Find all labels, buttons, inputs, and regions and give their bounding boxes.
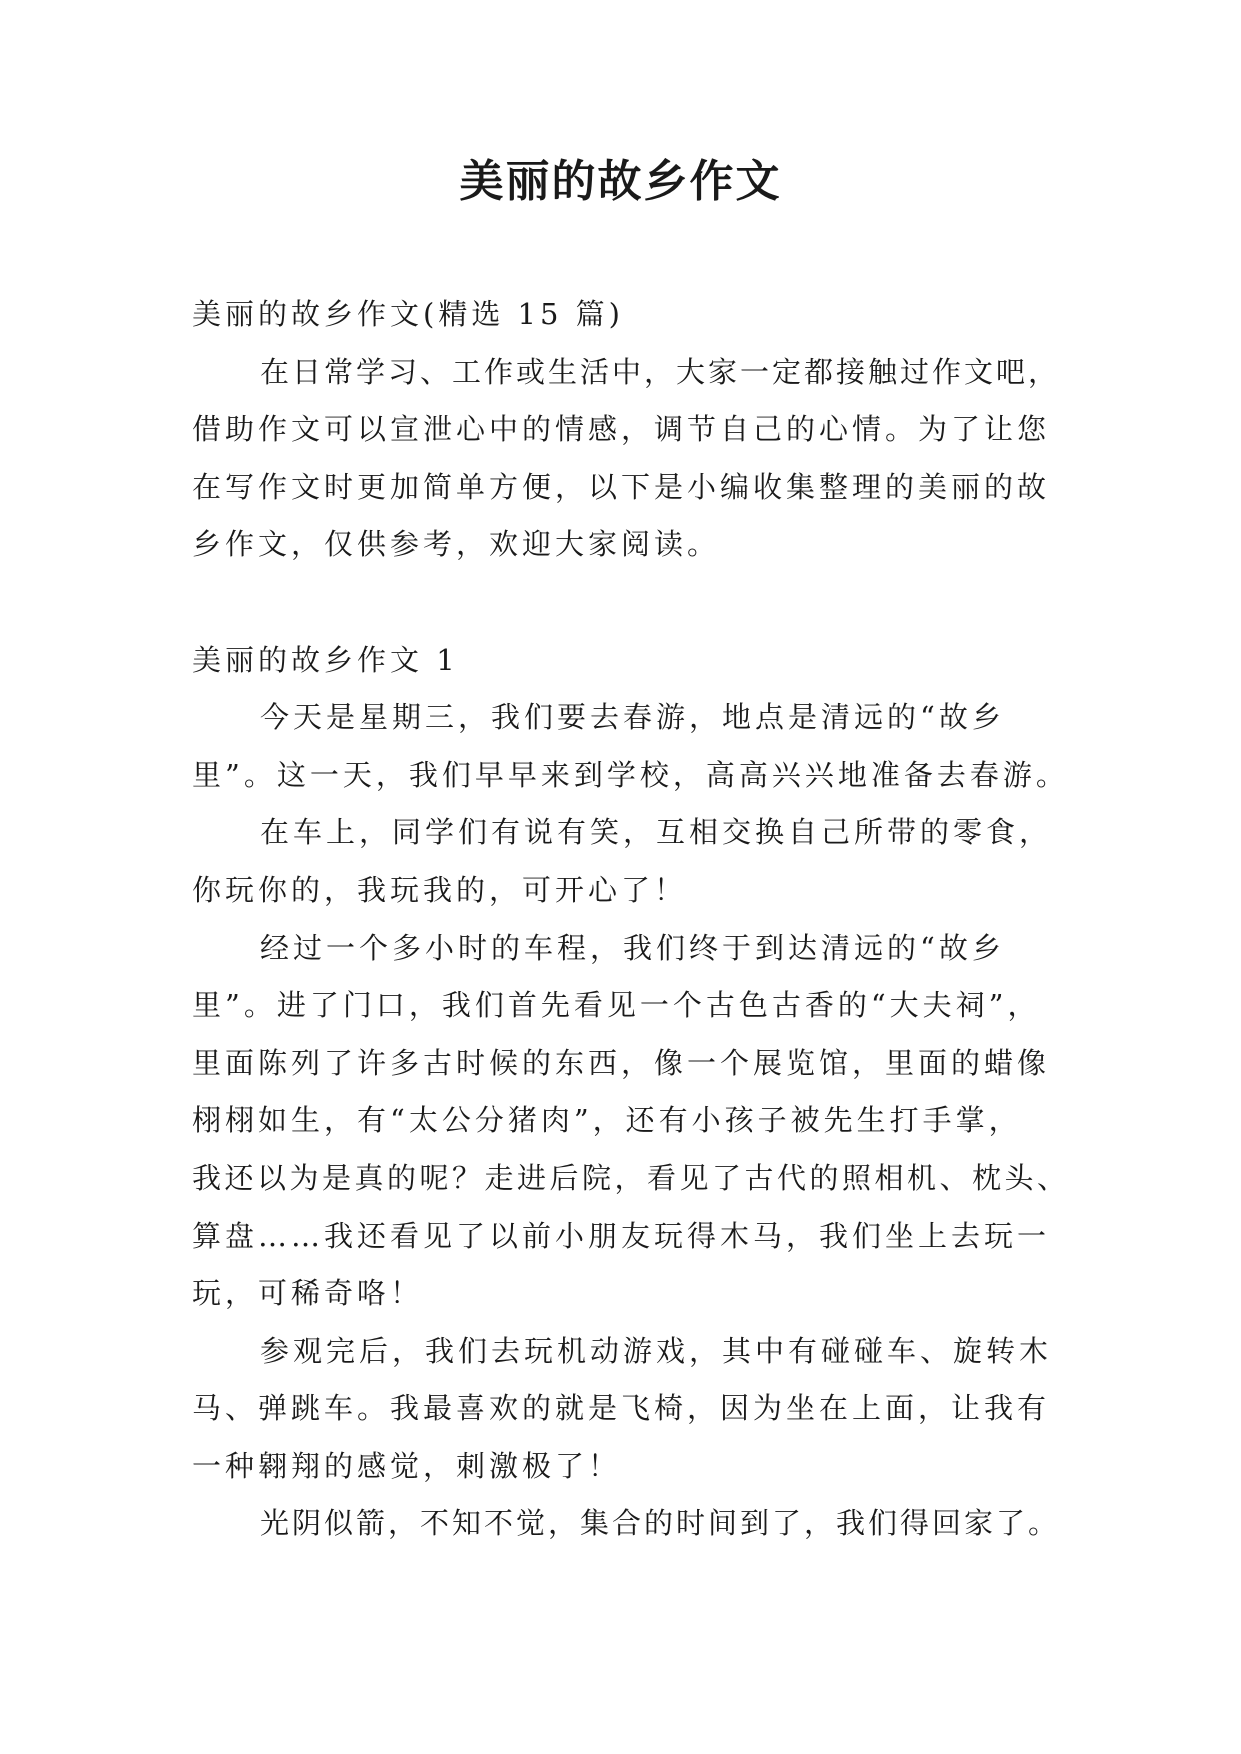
paragraph-line: 里”。进了门口，我们首先看见一个古色古香的“大夫祠”， — [192, 988, 1041, 1023]
paragraph-line: 借助作文可以宣泄心中的情感，调节自己的心情。为了让您 — [192, 412, 1051, 447]
paragraph-line: 光阴似箭，不知不觉，集合的时间到了，我们得回家了。 — [260, 1506, 1061, 1541]
paragraph-line: 栩栩如生，有“太公分猪肉”，还有小孩子被先生打手掌， — [192, 1103, 1022, 1138]
paragraph-line: 在车上，同学们有说有笑，互相交换自己所带的零食， — [260, 815, 1053, 850]
paragraph-line: 算盘……我还看见了以前小朋友玩得木马，我们坐上去玩一 — [192, 1218, 1051, 1253]
paragraph-line: 在日常学习、工作或生活中，大家一定都接触过作文吧， — [260, 354, 1061, 389]
paragraph-line: 在写作文时更加简单方便，以下是小编收集整理的美丽的故 — [192, 469, 1051, 504]
paragraph-line: 我还以为是真的呢？走进后院，看见了古代的照相机、枕头、 — [192, 1160, 1070, 1195]
blank-line — [192, 574, 1072, 632]
paragraph-line: 参观完后，我们去玩机动游戏，其中有碰碰车、旋转木 — [260, 1333, 1053, 1368]
paragraph-line: 乡作文，仅供参考，欢迎大家阅读。 — [192, 527, 721, 562]
paragraph-line: 美丽的故乡作文 1 — [192, 642, 459, 677]
paragraph-line: 里面陈列了许多古时候的东西，像一个展览馆，里面的蜡像 — [192, 1045, 1051, 1080]
paragraph-line: 美丽的故乡作文(精选 15 篇) — [192, 297, 624, 331]
paragraph-line: 玩，可稀奇咯！ — [192, 1276, 424, 1311]
paragraph-line: 里”。这一天，我们早早来到学校，高高兴兴地准备去春游。 — [192, 757, 1069, 792]
paragraph-line: 经过一个多小时的车程，我们终于到达清远的“故乡 — [260, 930, 1005, 965]
paragraph-line: 今天是星期三，我们要去春游，地点是清远的“故乡 — [260, 700, 1005, 735]
paragraph-line: 马、弹跳车。我最喜欢的就是飞椅，因为坐在上面，让我有 — [192, 1391, 1051, 1426]
paragraph-line: 你玩你的，我玩我的，可开心了！ — [192, 872, 688, 907]
document-title: 美丽的故乡作文 — [459, 156, 782, 207]
paragraph-line: 一种翱翔的感觉，刺激极了！ — [192, 1448, 622, 1483]
document-body — [192, 286, 1072, 1553]
